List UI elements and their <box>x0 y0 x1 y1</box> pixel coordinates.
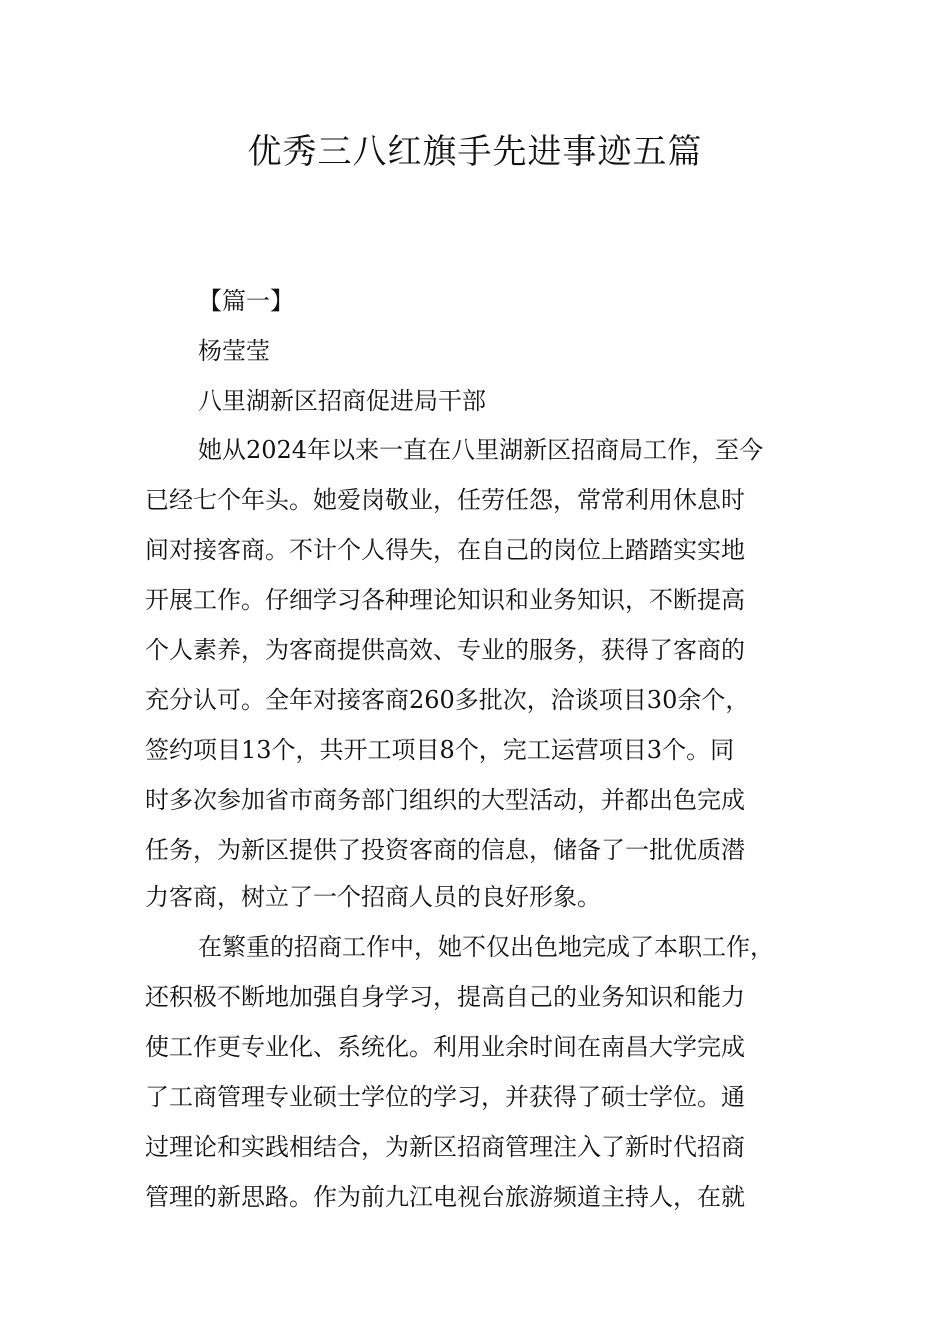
paragraph-2-line-4: 了工商管理专业硕士学位的学习，并获得了硕士学位。通 <box>145 1083 745 1111</box>
paragraph-1-line-1: 她从2024年以来一直在八里湖新区招商局工作，至今 <box>198 436 764 464</box>
paragraph-2-line-1: 在繁重的招商工作中，她不仅出色地完成了本职工作， <box>198 933 774 961</box>
paragraph-1-line-5: 个人素养，为客商提供高效、专业的服务，获得了客商的 <box>145 636 745 664</box>
section-label: 【篇一】 <box>198 287 294 315</box>
paragraph-1-line-8: 时多次参加省市商务部门组织的大型活动，并都出色完成 <box>145 786 745 814</box>
paragraph-1-line-6: 充分认可。全年对接客商260多批次，洽谈项目30余个， <box>145 686 750 714</box>
paragraph-1-line-4: 开展工作。仔细学习各种理论知识和业务知识，不断提高 <box>145 586 745 614</box>
document-title: 优秀三八红旗手先进事迹五篇 <box>247 132 703 172</box>
paragraph-2-line-3: 使工作更专业化、系统化。利用业余时间在南昌大学完成 <box>145 1033 745 1061</box>
paragraph-2-line-5: 过理论和实践相结合，为新区招商管理注入了新时代招商 <box>145 1133 745 1161</box>
paragraph-2-line-2: 还积极不断地加强自身学习，提高自己的业务知识和能力 <box>145 983 745 1011</box>
paragraph-1-line-7: 签约项目13个，共开工项目8个，完工运营项目3个。同 <box>145 736 735 764</box>
paragraph-2-line-6: 管理的新思路。作为前九江电视台旅游频道主持人，在就 <box>145 1183 745 1211</box>
paragraph-1-line-10: 力客商，树立了一个招商人员的良好形象。 <box>145 883 601 911</box>
paragraph-1-line-3: 间对接客商。不计个人得失，在自己的岗位上踏踏实实地 <box>145 536 745 564</box>
person-name: 杨莹莹 <box>198 337 270 365</box>
paragraph-1-line-2: 已经七个年头。她爱岗敬业，任劳任怨，常常利用休息时 <box>145 486 745 514</box>
paragraph-1-line-9: 任务，为新区提供了投资客商的信息，储备了一批优质潜 <box>145 836 745 864</box>
person-title: 八里湖新区招商促进局干部 <box>198 387 486 415</box>
